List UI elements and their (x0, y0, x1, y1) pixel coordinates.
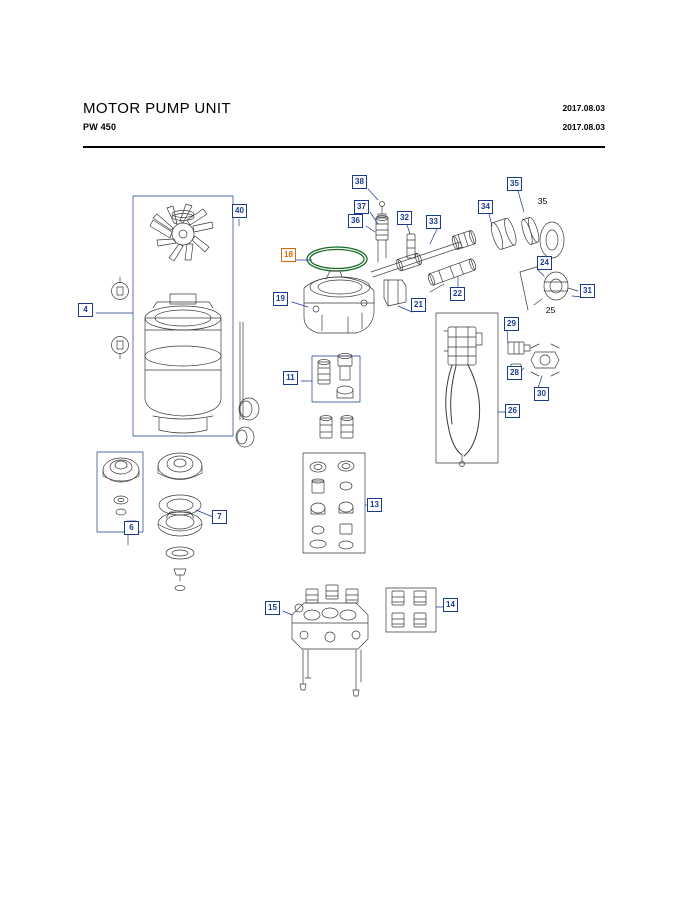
callout-40[interactable]: 40 (232, 204, 247, 218)
callout-33[interactable]: 33 (426, 215, 441, 229)
callout-11[interactable]: 11 (283, 371, 298, 385)
sheet-header (83, 100, 605, 148)
callout-26[interactable]: 26 (505, 404, 520, 418)
date-bottom: 2017.08.03 (562, 122, 605, 132)
callout-24[interactable]: 24 (537, 256, 552, 270)
callout-35[interactable]: 35 (507, 177, 522, 191)
callout-19[interactable]: 19 (273, 292, 288, 306)
callout-37[interactable]: 37 (354, 200, 369, 214)
date-top: 2017.08.03 (562, 103, 605, 113)
callout-31[interactable]: 31 (580, 284, 595, 298)
callout-21[interactable]: 21 (411, 298, 426, 312)
header-divider (83, 146, 605, 148)
callout-6[interactable]: 6 (124, 521, 139, 535)
callout-18[interactable]: 18 (281, 248, 296, 262)
callout-14[interactable]: 14 (443, 598, 458, 612)
callout-35-plain: 35 (537, 196, 548, 206)
callout-30[interactable]: 30 (534, 387, 549, 401)
callout-25-plain: 25 (545, 305, 556, 315)
callout-13[interactable]: 13 (367, 498, 382, 512)
callout-28[interactable]: 28 (507, 366, 522, 380)
callout-36[interactable]: 36 (348, 214, 363, 228)
callout-38[interactable]: 38 (352, 175, 367, 189)
callout-29[interactable]: 29 (504, 317, 519, 331)
callout-4[interactable]: 4 (78, 303, 93, 317)
callout-34[interactable]: 34 (478, 200, 493, 214)
model-label: PW 450 (83, 122, 117, 132)
callout-22[interactable]: 22 (450, 287, 465, 301)
callout-32[interactable]: 32 (397, 211, 412, 225)
callout-15[interactable]: 15 (265, 601, 280, 615)
callout-7[interactable]: 7 (212, 510, 227, 524)
page-title: MOTOR PUMP UNIT (83, 100, 231, 117)
